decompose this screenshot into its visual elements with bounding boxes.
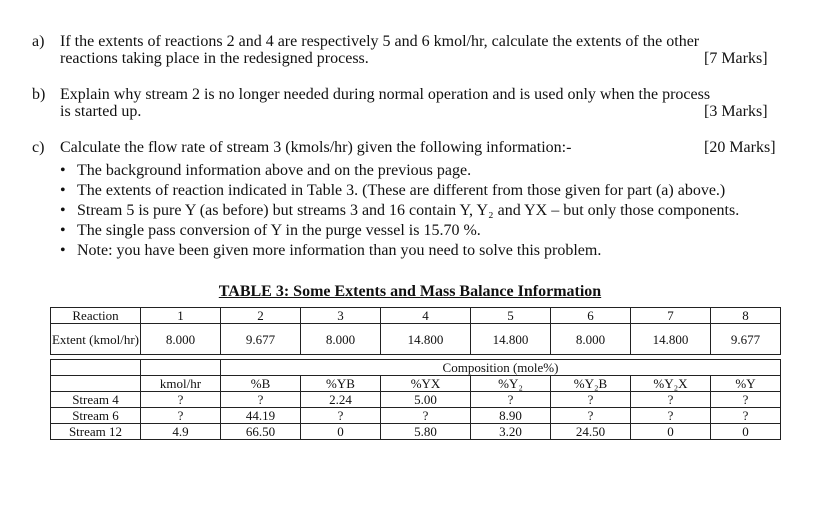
marks: [7 Marks] xyxy=(704,50,768,67)
reaction-number: 6 xyxy=(551,308,631,324)
column-header: %Y₂X xyxy=(631,376,711,392)
extent-value: 8.000 xyxy=(141,324,221,355)
question-text-line2: reactions taking place in the redesigned process. xyxy=(60,50,369,67)
bullet-dot-icon: • xyxy=(60,182,66,199)
bullet-item: • The background information above and on the previous page. xyxy=(60,162,472,179)
table-cell: 5.00 xyxy=(381,392,471,408)
question-label: c) xyxy=(32,139,45,156)
extent-value: 9.677 xyxy=(221,324,301,355)
bullet-dot-icon: • xyxy=(60,202,66,219)
table-row xyxy=(51,408,781,424)
marks: [20 Marks] xyxy=(704,139,776,156)
table-cell: ? xyxy=(631,392,711,408)
table-cell: 0 xyxy=(631,424,711,440)
marks: [3 Marks] xyxy=(704,103,768,120)
table-cell: ? xyxy=(551,408,631,424)
extent-value: 14.800 xyxy=(631,324,711,355)
table-cell: ? xyxy=(301,408,381,424)
table-cell: 5.80 xyxy=(381,424,471,440)
table-cell: 44.19 xyxy=(221,408,301,424)
table-row xyxy=(51,324,781,355)
reaction-number: 5 xyxy=(471,308,551,324)
reaction-number: 7 xyxy=(631,308,711,324)
bullet-item: • Stream 5 is pure Y (as before) but streams 3 and 16 contain Y, Y₂ and YX – but only those components. xyxy=(60,202,740,219)
extent-value: 14.800 xyxy=(471,324,551,355)
table-cell: ? xyxy=(381,408,471,424)
table-cell: ? xyxy=(471,392,551,408)
question-text-line1: Calculate the flow rate of stream 3 (kmols/hr) given the following information:- xyxy=(60,139,572,156)
bullet-dot-icon: • xyxy=(60,222,66,239)
table-cell: ? xyxy=(141,392,221,408)
table-row xyxy=(51,360,781,376)
bullet-item: • The extents of reaction indicated in Table 3. (These are different from those given for part (a) above.) xyxy=(60,182,726,199)
reaction-number: 2 xyxy=(221,308,301,324)
info-bullet-list xyxy=(60,161,739,261)
table-caption: TABLE 3: Some Extents and Mass Balance Information xyxy=(218,283,602,300)
reaction-number: 8 xyxy=(711,308,781,324)
question-c xyxy=(32,139,792,156)
table-cell: ? xyxy=(551,392,631,408)
table-cell: 3.20 xyxy=(471,424,551,440)
bullet-dot-icon: • xyxy=(60,242,66,259)
column-header: kmol/hr xyxy=(141,376,221,392)
table-cell: 24.50 xyxy=(551,424,631,440)
question-a xyxy=(32,33,792,67)
column-header: %Y₂ xyxy=(471,376,551,392)
bullet-dot-icon: • xyxy=(60,162,66,179)
extents-table xyxy=(50,307,781,440)
table-row xyxy=(51,308,781,324)
question-b xyxy=(32,86,792,120)
table-cell: 8.90 xyxy=(471,408,551,424)
table-row xyxy=(51,424,781,440)
column-header: %YX xyxy=(381,376,471,392)
reaction-number: 1 xyxy=(141,308,221,324)
table-cell: ? xyxy=(631,408,711,424)
table-cell: 0 xyxy=(711,424,781,440)
stream-name: Stream 12 xyxy=(51,424,141,440)
table-cell: ? xyxy=(141,408,221,424)
question-text-line2: is started up. xyxy=(60,103,142,120)
table-cell: ? xyxy=(221,392,301,408)
reaction-number: 3 xyxy=(301,308,381,324)
extent-value: 8.000 xyxy=(551,324,631,355)
table-cell: ? xyxy=(711,392,781,408)
question-label: a) xyxy=(32,33,45,50)
composition-header: Composition (mole%) xyxy=(221,360,781,376)
table-cell: 2.24 xyxy=(301,392,381,408)
reaction-number: 4 xyxy=(381,308,471,324)
column-header: %Y xyxy=(711,376,781,392)
extent-value: 9.677 xyxy=(711,324,781,355)
column-header: %B xyxy=(221,376,301,392)
table-cell: 4.9 xyxy=(141,424,221,440)
question-label: b) xyxy=(32,86,46,103)
column-header: %YB xyxy=(301,376,381,392)
bullet-item: • Note: you have been given more information than you need to solve this problem. xyxy=(60,242,602,259)
table-cell: ? xyxy=(711,408,781,424)
table-cell: 66.50 xyxy=(221,424,301,440)
table-row xyxy=(51,392,781,408)
stream-name: Stream 4 xyxy=(51,392,141,408)
table-header-row xyxy=(51,376,781,392)
question-text-line1: If the extents of reactions 2 and 4 are respectively 5 and 6 kmol/hr, calculate the extents of the other xyxy=(60,33,700,50)
extent-label: Extent (kmol/hr) xyxy=(51,324,141,355)
table-cell: 0 xyxy=(301,424,381,440)
stream-name: Stream 6 xyxy=(51,408,141,424)
reaction-label: Reaction xyxy=(51,308,141,324)
extent-value: 8.000 xyxy=(301,324,381,355)
extent-value: 14.800 xyxy=(381,324,471,355)
column-header: %Y₂B xyxy=(551,376,631,392)
bullet-item: • The single pass conversion of Y in the purge vessel is 15.70 %. xyxy=(60,222,481,239)
question-text-line1: Explain why stream 2 is no longer needed during normal operation and is used only when the process xyxy=(60,86,711,103)
